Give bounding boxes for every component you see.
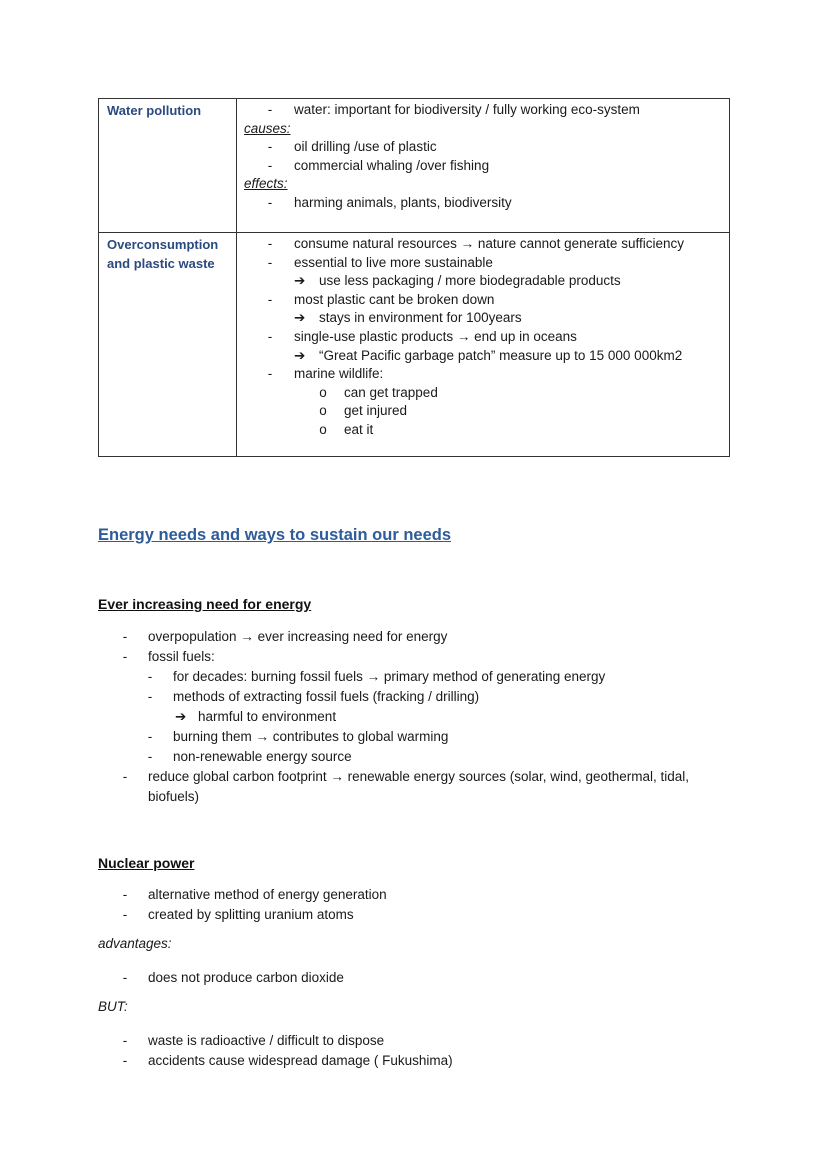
advantages-list xyxy=(0,968,828,988)
list-item: - accidents cause widespread damage ( Fukushima) xyxy=(122,1053,453,1068)
list-item: - single-use plastic products → end up in oceans xyxy=(267,328,577,344)
arrow-icon: ➔ xyxy=(175,709,187,724)
list-item: - methods of extracting fossil fuels (fracking / drilling) xyxy=(147,689,480,704)
causes-label: causes: xyxy=(244,120,291,136)
list-item: - overpopulation → ever increasing need for energy xyxy=(122,629,448,644)
list-item: - commercial whaling /over fishing xyxy=(267,157,490,173)
circle-bullet-icon: o xyxy=(319,403,327,419)
nuclear-list xyxy=(0,885,828,925)
list-item: - most plastic cant be broken down xyxy=(267,291,495,307)
topic-plastic-waste: and plastic waste xyxy=(107,256,215,271)
list-item: - non-renewable energy source xyxy=(147,749,352,764)
but-list xyxy=(0,1031,828,1071)
list-item: - does not produce carbon dioxide xyxy=(122,970,344,985)
table-row xyxy=(99,233,730,457)
list-item: - created by splitting uranium atoms xyxy=(122,907,354,922)
topic-overconsumption: Overconsumption xyxy=(107,237,219,252)
notes-table xyxy=(98,98,730,457)
topic-cell xyxy=(99,99,237,233)
list-item: - fossil fuels: xyxy=(122,649,215,664)
energy-heading: Ever increasing need for energy xyxy=(98,596,312,612)
circle-bullet-icon: o xyxy=(319,421,327,437)
list-item: - burning them → contributes to global warming xyxy=(147,729,449,744)
circle-bullet-icon: o xyxy=(319,384,327,400)
list-item: - oil drilling /use of plastic xyxy=(267,139,437,155)
list-item: - alternative method of energy generation xyxy=(122,887,387,902)
list-item: o can get trapped xyxy=(237,384,729,403)
but-label: BUT: xyxy=(98,999,128,1014)
list-item-continuation: biofuels) xyxy=(148,789,200,804)
list-item: - marine wildlife: xyxy=(267,366,384,382)
table-row xyxy=(99,99,730,233)
list-item: o get injured xyxy=(237,402,729,421)
list-item: - for decades: burning fossil fuels → primary method of generating energy xyxy=(147,669,606,684)
effects-label: effects: xyxy=(244,176,288,192)
list-item: - reduce global carbon footprint → renewable energy sources (solar, wind, geothermal, tidal, xyxy=(122,769,690,784)
list-item: ➔ stays in environment for 100years xyxy=(237,309,729,328)
topic-cell xyxy=(99,233,237,457)
nuclear-heading: Nuclear power xyxy=(98,855,195,871)
content-cell xyxy=(237,99,730,233)
content-cell xyxy=(237,233,730,457)
list-item: - harming animals, plants, biodiversity xyxy=(267,194,512,210)
list-item: - waste is radioactive / difficult to dispose xyxy=(122,1033,385,1048)
list-item: o eat it xyxy=(237,421,729,440)
list-item: - essential to live more sustainable xyxy=(267,254,493,270)
topic-water-pollution: Water pollution xyxy=(107,103,202,118)
list-item: - water: important for biodiversity / fully working eco-system xyxy=(267,102,640,117)
list-item: ➔ harmful to environment xyxy=(0,707,828,727)
arrow-icon: ➔ xyxy=(294,310,306,326)
list-item: - consume natural resources → nature cannot generate sufficiency xyxy=(267,236,684,251)
arrow-icon: ➔ xyxy=(294,347,306,363)
advantages-label: advantages: xyxy=(98,936,172,951)
list-item: ➔ use less packaging / more biodegradable products xyxy=(237,272,729,291)
arrow-icon: ➔ xyxy=(294,273,306,289)
list-item: ➔ “Great Pacific garbage patch” measure up to 15 000 000km2 xyxy=(237,347,729,366)
energy-list xyxy=(0,627,828,807)
section-title: Energy needs and ways to sustain our needs xyxy=(98,526,452,544)
